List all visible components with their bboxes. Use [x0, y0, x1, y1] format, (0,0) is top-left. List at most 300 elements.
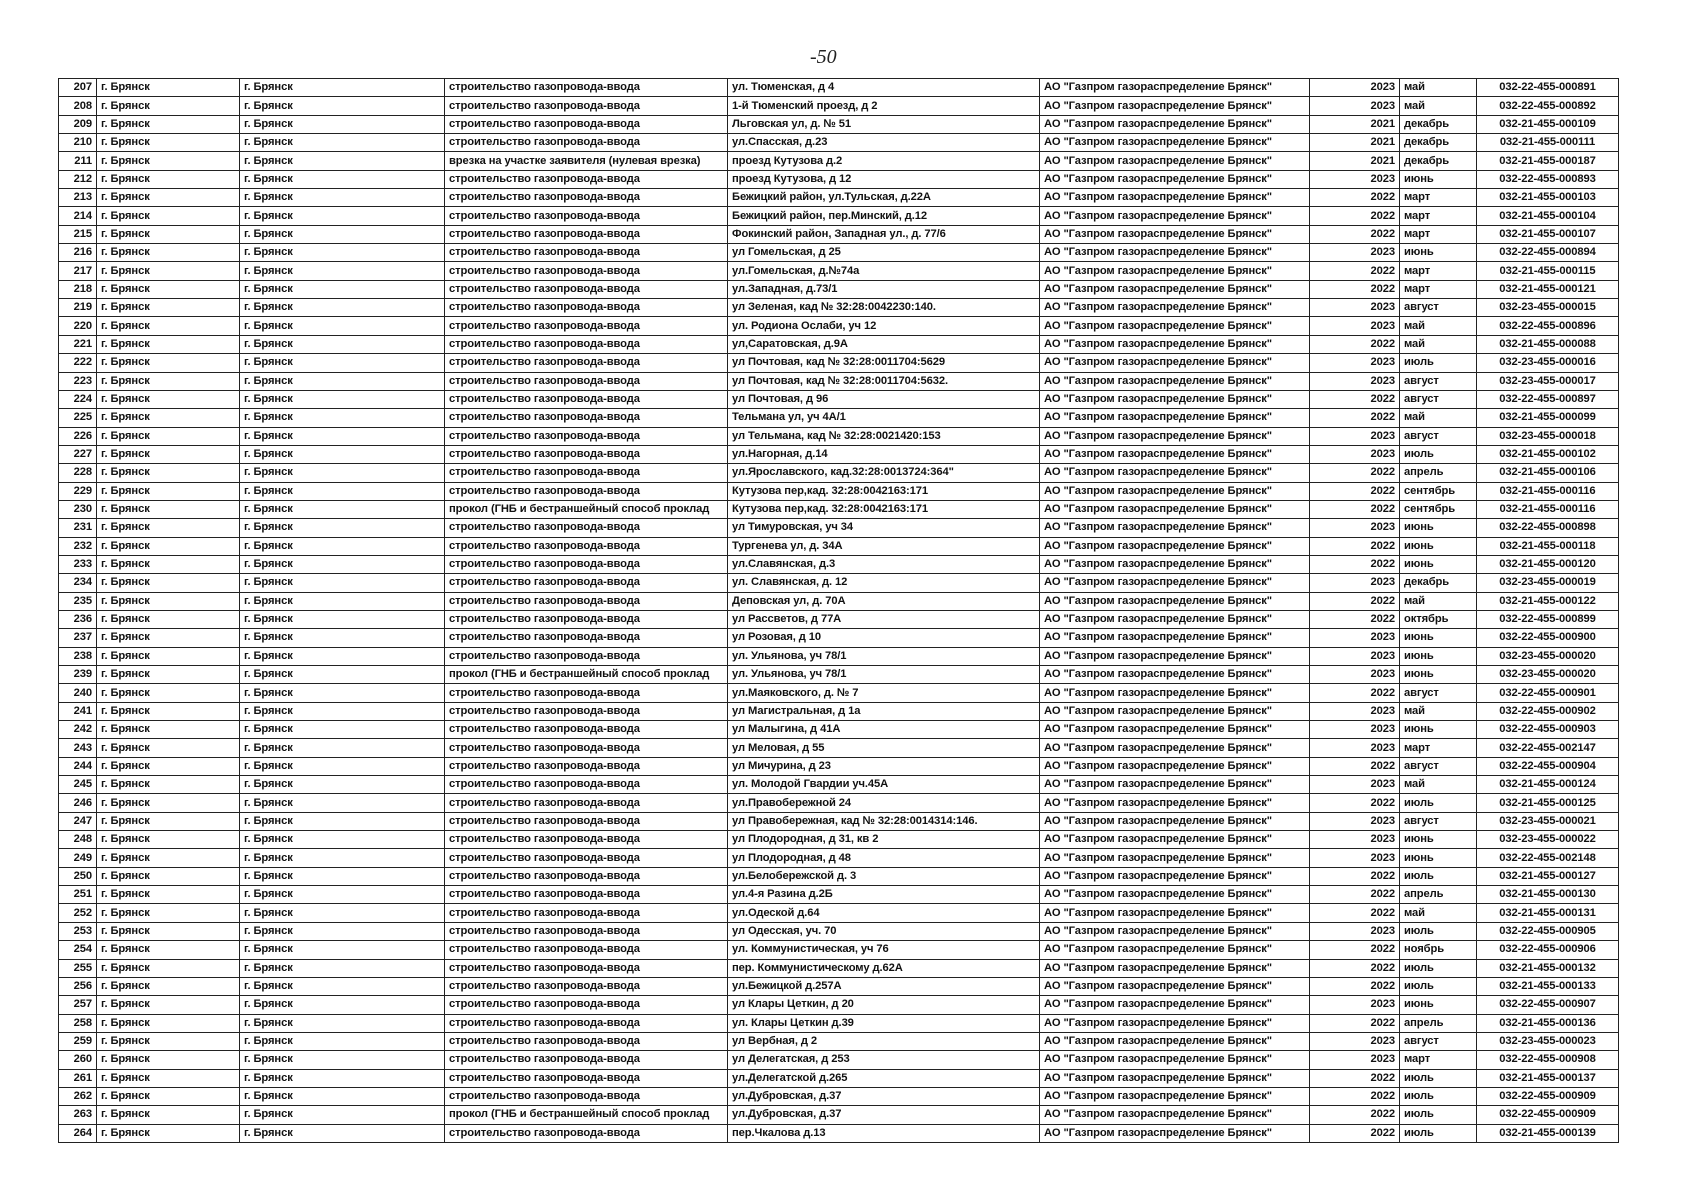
month-cell: июнь: [1400, 170, 1477, 188]
code-cell: 032-21-455-000139: [1477, 1124, 1619, 1142]
month-cell: ноябрь: [1400, 941, 1477, 959]
table-row: [59, 207, 1619, 225]
locality-cell: г. Брянск: [240, 500, 445, 518]
table-row: [59, 317, 1619, 335]
code-cell: 032-22-455-000907: [1477, 996, 1619, 1014]
code-cell: 032-21-455-000130: [1477, 886, 1619, 904]
district-cell: г. Брянск: [97, 537, 240, 555]
table-row: [59, 427, 1619, 445]
row-number-cell: 233: [59, 555, 97, 573]
district-cell: г. Брянск: [97, 1106, 240, 1124]
work-type-cell: строительство газопровода-ввода: [445, 684, 728, 702]
code-cell: 032-21-455-000109: [1477, 115, 1619, 133]
table-row: [59, 335, 1619, 353]
code-cell: 032-21-455-000103: [1477, 189, 1619, 207]
month-cell: октябрь: [1400, 610, 1477, 628]
year-cell: 2023: [1310, 574, 1400, 592]
row-number-cell: 212: [59, 170, 97, 188]
table-row: [59, 592, 1619, 610]
row-number-cell: 251: [59, 886, 97, 904]
table-row: [59, 867, 1619, 885]
code-cell: 032-22-455-000892: [1477, 97, 1619, 115]
organization-cell: АО "Газпром газораспределение Брянск": [1040, 1069, 1310, 1087]
table-row: [59, 390, 1619, 408]
locality-cell: г. Брянск: [240, 647, 445, 665]
table-row: [59, 372, 1619, 390]
month-cell: июль: [1400, 959, 1477, 977]
month-cell: март: [1400, 189, 1477, 207]
organization-cell: АО "Газпром газораспределение Брянск": [1040, 922, 1310, 940]
district-cell: г. Брянск: [97, 922, 240, 940]
code-cell: 032-21-455-000125: [1477, 794, 1619, 812]
address-cell: пер. Коммунистическому д.62А: [728, 959, 1040, 977]
month-cell: март: [1400, 262, 1477, 280]
month-cell: июнь: [1400, 519, 1477, 537]
locality-cell: г. Брянск: [240, 629, 445, 647]
locality-cell: г. Брянск: [240, 1106, 445, 1124]
month-cell: март: [1400, 1051, 1477, 1069]
district-cell: г. Брянск: [97, 79, 240, 97]
address-cell: пер.Чкалова д.13: [728, 1124, 1040, 1142]
month-cell: май: [1400, 592, 1477, 610]
district-cell: г. Брянск: [97, 1014, 240, 1032]
district-cell: г. Брянск: [97, 152, 240, 170]
year-cell: 2023: [1310, 629, 1400, 647]
locality-cell: г. Брянск: [240, 794, 445, 812]
year-cell: 2023: [1310, 647, 1400, 665]
table-row: [59, 996, 1619, 1014]
work-type-cell: врезка на участке заявителя (нулевая врезка): [445, 152, 728, 170]
year-cell: 2023: [1310, 1032, 1400, 1050]
registry-table-body: [59, 79, 1619, 1143]
organization-cell: АО "Газпром газораспределение Брянск": [1040, 390, 1310, 408]
work-type-cell: строительство газопровода-ввода: [445, 280, 728, 298]
table-row: [59, 831, 1619, 849]
month-cell: март: [1400, 739, 1477, 757]
work-type-cell: строительство газопровода-ввода: [445, 1032, 728, 1050]
district-cell: г. Брянск: [97, 262, 240, 280]
organization-cell: АО "Газпром газораспределение Брянск": [1040, 152, 1310, 170]
code-cell: 032-21-455-000137: [1477, 1069, 1619, 1087]
work-type-cell: строительство газопровода-ввода: [445, 977, 728, 995]
row-number-cell: 259: [59, 1032, 97, 1050]
work-type-cell: строительство газопровода-ввода: [445, 1051, 728, 1069]
organization-cell: АО "Газпром газораспределение Брянск": [1040, 445, 1310, 463]
year-cell: 2021: [1310, 134, 1400, 152]
locality-cell: г. Брянск: [240, 1051, 445, 1069]
month-cell: август: [1400, 372, 1477, 390]
row-number-cell: 209: [59, 115, 97, 133]
work-type-cell: строительство газопровода-ввода: [445, 996, 728, 1014]
code-cell: 032-21-455-000127: [1477, 867, 1619, 885]
year-cell: 2023: [1310, 445, 1400, 463]
table-row: [59, 170, 1619, 188]
locality-cell: г. Брянск: [240, 390, 445, 408]
row-number-cell: 223: [59, 372, 97, 390]
work-type-cell: строительство газопровода-ввода: [445, 739, 728, 757]
district-cell: г. Брянск: [97, 647, 240, 665]
address-cell: ул.Дубровская, д.37: [728, 1106, 1040, 1124]
district-cell: г. Брянск: [97, 610, 240, 628]
address-cell: ул.Нагорная, д.14: [728, 445, 1040, 463]
month-cell: июль: [1400, 445, 1477, 463]
work-type-cell: строительство газопровода-ввода: [445, 207, 728, 225]
row-number-cell: 226: [59, 427, 97, 445]
work-type-cell: строительство газопровода-ввода: [445, 445, 728, 463]
table-row: [59, 354, 1619, 372]
district-cell: г. Брянск: [97, 592, 240, 610]
address-cell: ул.Славянская, д.3: [728, 555, 1040, 573]
work-type-cell: строительство газопровода-ввода: [445, 757, 728, 775]
address-cell: ул Вербная, д 2: [728, 1032, 1040, 1050]
row-number-cell: 219: [59, 299, 97, 317]
year-cell: 2023: [1310, 849, 1400, 867]
locality-cell: г. Брянск: [240, 299, 445, 317]
work-type-cell: строительство газопровода-ввода: [445, 922, 728, 940]
district-cell: г. Брянск: [97, 886, 240, 904]
code-cell: 032-21-455-000118: [1477, 537, 1619, 555]
row-number-cell: 207: [59, 79, 97, 97]
organization-cell: АО "Газпром газораспределение Брянск": [1040, 812, 1310, 830]
table-row: [59, 152, 1619, 170]
year-cell: 2022: [1310, 1069, 1400, 1087]
row-number-cell: 243: [59, 739, 97, 757]
table-row: [59, 739, 1619, 757]
work-type-cell: строительство газопровода-ввода: [445, 409, 728, 427]
address-cell: ул Делегатская, д 253: [728, 1051, 1040, 1069]
organization-cell: АО "Газпром газораспределение Брянск": [1040, 647, 1310, 665]
month-cell: июнь: [1400, 721, 1477, 739]
organization-cell: АО "Газпром газораспределение Брянск": [1040, 280, 1310, 298]
district-cell: г. Брянск: [97, 519, 240, 537]
year-cell: 2023: [1310, 170, 1400, 188]
district-cell: г. Брянск: [97, 390, 240, 408]
organization-cell: АО "Газпром газораспределение Брянск": [1040, 464, 1310, 482]
address-cell: 1-й Тюменский проезд, д 2: [728, 97, 1040, 115]
work-type-cell: строительство газопровода-ввода: [445, 555, 728, 573]
row-number-cell: 253: [59, 922, 97, 940]
organization-cell: АО "Газпром газораспределение Брянск": [1040, 134, 1310, 152]
locality-cell: г. Брянск: [240, 482, 445, 500]
table-row: [59, 409, 1619, 427]
locality-cell: г. Брянск: [240, 1124, 445, 1142]
address-cell: ул Мичурина, д 23: [728, 757, 1040, 775]
row-number-cell: 213: [59, 189, 97, 207]
address-cell: ул.Делегатской д.265: [728, 1069, 1040, 1087]
code-cell: 032-21-455-000106: [1477, 464, 1619, 482]
address-cell: ул.Ярославского, кад.32:28:0013724:364": [728, 464, 1040, 482]
district-cell: г. Брянск: [97, 1124, 240, 1142]
row-number-cell: 211: [59, 152, 97, 170]
district-cell: г. Брянск: [97, 739, 240, 757]
table-row: [59, 666, 1619, 684]
address-cell: ул.Дубровская, д.37: [728, 1087, 1040, 1105]
code-cell: 032-21-455-000187: [1477, 152, 1619, 170]
work-type-cell: строительство газопровода-ввода: [445, 1069, 728, 1087]
district-cell: г. Брянск: [97, 959, 240, 977]
year-cell: 2023: [1310, 1051, 1400, 1069]
table-row: [59, 794, 1619, 812]
table-row: [59, 464, 1619, 482]
code-cell: 032-22-455-000909: [1477, 1106, 1619, 1124]
month-cell: декабрь: [1400, 152, 1477, 170]
year-cell: 2023: [1310, 702, 1400, 720]
address-cell: ул.Маяковского, д. № 7: [728, 684, 1040, 702]
year-cell: 2022: [1310, 1124, 1400, 1142]
district-cell: г. Брянск: [97, 207, 240, 225]
table-row: [59, 1106, 1619, 1124]
district-cell: г. Брянск: [97, 335, 240, 353]
code-cell: 032-22-455-002147: [1477, 739, 1619, 757]
work-type-cell: строительство газопровода-ввода: [445, 959, 728, 977]
district-cell: г. Брянск: [97, 280, 240, 298]
year-cell: 2022: [1310, 592, 1400, 610]
address-cell: ул Почтовая, д 96: [728, 390, 1040, 408]
month-cell: март: [1400, 225, 1477, 243]
month-cell: июль: [1400, 1106, 1477, 1124]
year-cell: 2022: [1310, 262, 1400, 280]
month-cell: июль: [1400, 1087, 1477, 1105]
locality-cell: г. Брянск: [240, 115, 445, 133]
work-type-cell: строительство газопровода-ввода: [445, 244, 728, 262]
address-cell: Тургенева ул, д. 34А: [728, 537, 1040, 555]
row-number-cell: 210: [59, 134, 97, 152]
table-row: [59, 1014, 1619, 1032]
work-type-cell: строительство газопровода-ввода: [445, 134, 728, 152]
row-number-cell: 258: [59, 1014, 97, 1032]
month-cell: май: [1400, 702, 1477, 720]
code-cell: 032-21-455-000116: [1477, 482, 1619, 500]
table-row: [59, 702, 1619, 720]
work-type-cell: строительство газопровода-ввода: [445, 1124, 728, 1142]
work-type-cell: строительство газопровода-ввода: [445, 79, 728, 97]
table-row: [59, 574, 1619, 592]
year-cell: 2023: [1310, 666, 1400, 684]
address-cell: ул Тимуровская, уч 34: [728, 519, 1040, 537]
year-cell: 2023: [1310, 812, 1400, 830]
work-type-cell: строительство газопровода-ввода: [445, 849, 728, 867]
locality-cell: г. Брянск: [240, 831, 445, 849]
year-cell: 2023: [1310, 97, 1400, 115]
organization-cell: АО "Газпром газораспределение Брянск": [1040, 757, 1310, 775]
district-cell: г. Брянск: [97, 849, 240, 867]
address-cell: ул Одесская, уч. 70: [728, 922, 1040, 940]
month-cell: май: [1400, 335, 1477, 353]
locality-cell: г. Брянск: [240, 1087, 445, 1105]
address-cell: ул Магистральная, д 1а: [728, 702, 1040, 720]
month-cell: декабрь: [1400, 134, 1477, 152]
code-cell: 032-23-455-000020: [1477, 666, 1619, 684]
address-cell: Тельмана ул, уч 4А/1: [728, 409, 1040, 427]
address-cell: Кутузова пер,кад. 32:28:0042163:171: [728, 500, 1040, 518]
work-type-cell: строительство газопровода-ввода: [445, 647, 728, 665]
row-number-cell: 234: [59, 574, 97, 592]
table-row: [59, 922, 1619, 940]
table-row: [59, 1087, 1619, 1105]
month-cell: июнь: [1400, 537, 1477, 555]
work-type-cell: строительство газопровода-ввода: [445, 390, 728, 408]
district-cell: г. Брянск: [97, 500, 240, 518]
month-cell: май: [1400, 97, 1477, 115]
locality-cell: г. Брянск: [240, 445, 445, 463]
organization-cell: АО "Газпром газораспределение Брянск": [1040, 372, 1310, 390]
row-number-cell: 225: [59, 409, 97, 427]
locality-cell: г. Брянск: [240, 610, 445, 628]
locality-cell: г. Брянск: [240, 372, 445, 390]
month-cell: август: [1400, 299, 1477, 317]
locality-cell: г. Брянск: [240, 574, 445, 592]
organization-cell: АО "Газпром газораспределение Брянск": [1040, 886, 1310, 904]
organization-cell: АО "Газпром газораспределение Брянск": [1040, 959, 1310, 977]
year-cell: 2023: [1310, 922, 1400, 940]
table-row: [59, 684, 1619, 702]
work-type-cell: строительство газопровода-ввода: [445, 574, 728, 592]
code-cell: 032-22-455-000899: [1477, 610, 1619, 628]
locality-cell: г. Брянск: [240, 280, 445, 298]
table-row: [59, 1051, 1619, 1069]
code-cell: 032-22-455-000902: [1477, 702, 1619, 720]
address-cell: ул,Саратовская, д.9А: [728, 335, 1040, 353]
organization-cell: АО "Газпром газораспределение Брянск": [1040, 500, 1310, 518]
code-cell: 032-22-455-000891: [1477, 79, 1619, 97]
year-cell: 2022: [1310, 335, 1400, 353]
organization-cell: АО "Газпром газораспределение Брянск": [1040, 555, 1310, 573]
year-cell: 2023: [1310, 519, 1400, 537]
district-cell: г. Брянск: [97, 867, 240, 885]
work-type-cell: строительство газопровода-ввода: [445, 831, 728, 849]
locality-cell: г. Брянск: [240, 152, 445, 170]
month-cell: март: [1400, 280, 1477, 298]
table-row: [59, 537, 1619, 555]
district-cell: г. Брянск: [97, 721, 240, 739]
code-cell: 032-23-455-000023: [1477, 1032, 1619, 1050]
locality-cell: г. Брянск: [240, 427, 445, 445]
year-cell: 2023: [1310, 776, 1400, 794]
month-cell: декабрь: [1400, 574, 1477, 592]
code-cell: 032-23-455-000018: [1477, 427, 1619, 445]
year-cell: 2023: [1310, 831, 1400, 849]
code-cell: 032-23-455-000017: [1477, 372, 1619, 390]
address-cell: ул Тельмана, кад № 32:28:0021420:153: [728, 427, 1040, 445]
row-number-cell: 235: [59, 592, 97, 610]
organization-cell: АО "Газпром газораспределение Брянск": [1040, 1014, 1310, 1032]
row-number-cell: 257: [59, 996, 97, 1014]
district-cell: г. Брянск: [97, 189, 240, 207]
district-cell: г. Брянск: [97, 812, 240, 830]
year-cell: 2023: [1310, 244, 1400, 262]
work-type-cell: строительство газопровода-ввода: [445, 170, 728, 188]
year-cell: 2022: [1310, 225, 1400, 243]
code-cell: 032-21-455-000111: [1477, 134, 1619, 152]
district-cell: г. Брянск: [97, 684, 240, 702]
year-cell: 2022: [1310, 409, 1400, 427]
work-type-cell: строительство газопровода-ввода: [445, 97, 728, 115]
organization-cell: АО "Газпром газораспределение Брянск": [1040, 794, 1310, 812]
organization-cell: АО "Газпром газораспределение Брянск": [1040, 519, 1310, 537]
work-type-cell: прокол (ГНБ и бестраншейный способ проклад: [445, 666, 728, 684]
table-row: [59, 262, 1619, 280]
organization-cell: АО "Газпром газораспределение Брянск": [1040, 335, 1310, 353]
work-type-cell: строительство газопровода-ввода: [445, 904, 728, 922]
row-number-cell: 232: [59, 537, 97, 555]
locality-cell: г. Брянск: [240, 354, 445, 372]
table-row: [59, 757, 1619, 775]
locality-cell: г. Брянск: [240, 317, 445, 335]
address-cell: ул Почтовая, кад № 32:28:0011704:5629: [728, 354, 1040, 372]
row-number-cell: 224: [59, 390, 97, 408]
locality-cell: г. Брянск: [240, 959, 445, 977]
work-type-cell: строительство газопровода-ввода: [445, 372, 728, 390]
district-cell: г. Брянск: [97, 555, 240, 573]
year-cell: 2023: [1310, 299, 1400, 317]
code-cell: 032-22-455-000903: [1477, 721, 1619, 739]
row-number-cell: 247: [59, 812, 97, 830]
organization-cell: АО "Газпром газораспределение Брянск": [1040, 684, 1310, 702]
table-row: [59, 79, 1619, 97]
district-cell: г. Брянск: [97, 794, 240, 812]
organization-cell: АО "Газпром газораспределение Брянск": [1040, 666, 1310, 684]
organization-cell: АО "Газпром газораспределение Брянск": [1040, 97, 1310, 115]
district-cell: г. Брянск: [97, 464, 240, 482]
organization-cell: АО "Газпром газораспределение Брянск": [1040, 115, 1310, 133]
row-number-cell: 255: [59, 959, 97, 977]
row-number-cell: 244: [59, 757, 97, 775]
work-type-cell: строительство газопровода-ввода: [445, 464, 728, 482]
table-row: [59, 886, 1619, 904]
year-cell: 2022: [1310, 537, 1400, 555]
year-cell: 2022: [1310, 482, 1400, 500]
organization-cell: АО "Газпром газораспределение Брянск": [1040, 1087, 1310, 1105]
organization-cell: АО "Газпром газораспределение Брянск": [1040, 189, 1310, 207]
code-cell: 032-21-455-000102: [1477, 445, 1619, 463]
code-cell: 032-22-455-000901: [1477, 684, 1619, 702]
year-cell: 2023: [1310, 996, 1400, 1014]
year-cell: 2023: [1310, 739, 1400, 757]
organization-cell: АО "Газпром газораспределение Брянск": [1040, 574, 1310, 592]
district-cell: г. Брянск: [97, 134, 240, 152]
address-cell: ул.Гомельская, д.№74а: [728, 262, 1040, 280]
work-type-cell: строительство газопровода-ввода: [445, 299, 728, 317]
code-cell: 032-21-455-000132: [1477, 959, 1619, 977]
code-cell: 032-23-455-000020: [1477, 647, 1619, 665]
address-cell: ул Правобережная, кад № 32:28:0014314:146.: [728, 812, 1040, 830]
month-cell: июнь: [1400, 555, 1477, 573]
work-type-cell: строительство газопровода-ввода: [445, 610, 728, 628]
work-type-cell: прокол (ГНБ и бестраншейный способ проклад: [445, 500, 728, 518]
address-cell: ул.Бежицкой д.257А: [728, 977, 1040, 995]
organization-cell: АО "Газпром газораспределение Брянск": [1040, 721, 1310, 739]
month-cell: июль: [1400, 1124, 1477, 1142]
locality-cell: г. Брянск: [240, 262, 445, 280]
locality-cell: г. Брянск: [240, 977, 445, 995]
address-cell: ул Плодородная, д 31, кв 2: [728, 831, 1040, 849]
registry-table: [58, 78, 1619, 1143]
table-row: [59, 134, 1619, 152]
address-cell: Льговская ул, д. № 51: [728, 115, 1040, 133]
month-cell: август: [1400, 390, 1477, 408]
locality-cell: г. Брянск: [240, 409, 445, 427]
year-cell: 2022: [1310, 886, 1400, 904]
district-cell: г. Брянск: [97, 1032, 240, 1050]
table-row: [59, 647, 1619, 665]
row-number-cell: 231: [59, 519, 97, 537]
month-cell: июль: [1400, 794, 1477, 812]
address-cell: ул Розовая, д 10: [728, 629, 1040, 647]
organization-cell: АО "Газпром газораспределение Брянск": [1040, 299, 1310, 317]
organization-cell: АО "Газпром газораспределение Брянск": [1040, 207, 1310, 225]
address-cell: ул Клары Цеткин, д 20: [728, 996, 1040, 1014]
address-cell: ул Зеленая, кад № 32:28:0042230:140.: [728, 299, 1040, 317]
